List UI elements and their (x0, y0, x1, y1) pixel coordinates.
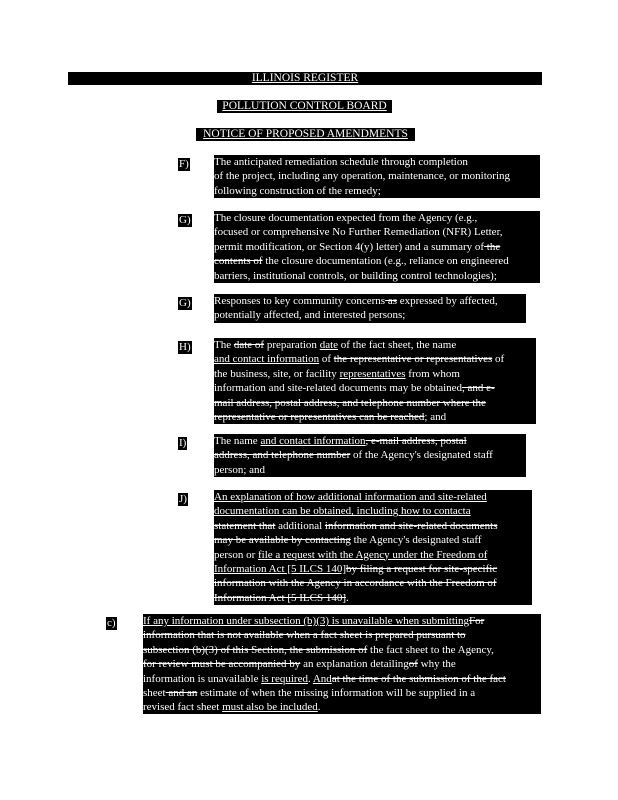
text-run: may be available by contacting (214, 534, 351, 547)
text-line (214, 169, 540, 183)
text-line (214, 504, 532, 518)
item-responses-text (214, 294, 526, 323)
text-run: subsection (b)(3) of this Section, the submission of (143, 643, 368, 656)
text-run: Responses to key community concerns (214, 295, 386, 307)
item-label-c: c) (107, 617, 116, 629)
text-run: representatives (339, 367, 406, 380)
page-header-register (68, 72, 542, 85)
text-line (214, 352, 536, 366)
text-line (214, 184, 540, 198)
text-run: information and site-related documents (324, 519, 498, 532)
text-line (143, 643, 541, 657)
item-label-j: J) (179, 493, 187, 505)
item-j-text (214, 490, 532, 605)
item-i-text (214, 434, 526, 477)
text-line (214, 490, 532, 504)
text-run: Information Act [5 ILCS 140] (214, 562, 346, 575)
text-line (214, 591, 532, 605)
text-line (214, 463, 526, 477)
text-line (214, 367, 536, 381)
text-run: An explanation of how additional information and site-related (214, 491, 487, 503)
text-run: and an (165, 686, 198, 699)
text-run: , and e- (462, 382, 495, 395)
text-line (214, 448, 526, 462)
text-line (143, 657, 541, 671)
text-run: preparation (264, 339, 320, 351)
text-run: The name (214, 435, 261, 447)
text-run: the (484, 240, 501, 253)
item-label-h: H) (179, 341, 191, 353)
text-run: by filing a request for site-specific (345, 562, 498, 575)
text-run: the representative or representatives (333, 353, 493, 366)
text-line (214, 308, 526, 322)
text-line (214, 338, 536, 352)
text-run: And (312, 672, 332, 685)
notice-title: NOTICE OF PROPOSED AMENDMENTS (203, 128, 408, 140)
text-run: the closure documentation (e.g., reliance on engineered (262, 255, 509, 268)
text-run: . (345, 591, 349, 604)
text-run: of (408, 658, 418, 671)
text-run: permit modification, or Section 4(y) letter) and a summary of (214, 240, 485, 253)
text-run: following construction of the remedy; (214, 184, 381, 197)
text-line (214, 434, 526, 448)
text-run: of (319, 353, 334, 366)
text-line (143, 614, 541, 628)
text-run: person; and (214, 463, 266, 476)
text-line (214, 396, 536, 410)
text-line (143, 686, 541, 700)
text-run: address, and telephone number (214, 449, 351, 462)
text-line (214, 576, 532, 590)
text-run: representative or representatives can be reached (214, 410, 425, 423)
text-run: mail address, postal address, and telephone number where the (214, 396, 486, 409)
text-run: date (319, 339, 339, 351)
text-run: additional (275, 519, 325, 532)
text-run: expressed by affected, (397, 295, 498, 307)
item-label-g2: G) (179, 297, 191, 309)
text-run: . (307, 672, 313, 685)
text-run: of the Agency's designated staff (350, 449, 493, 462)
text-run: and contact information (214, 353, 320, 366)
text-run: focused or comprehensive No Further Remediation (NFR) Letter, (214, 226, 503, 239)
text-line (143, 672, 541, 686)
text-run: potentially affected, and interested persons; (214, 309, 406, 322)
text-line (214, 294, 526, 308)
text-run: . (317, 701, 321, 714)
item-label-f: F) (179, 158, 189, 170)
text-line (214, 533, 532, 547)
text-run: the Agency's designated staff (350, 534, 482, 547)
text-run: Information Act [5 ILCS 140] (214, 591, 346, 604)
text-run: of the fact sheet, the name (338, 339, 457, 351)
board-title: POLLUTION CONTROL BOARD (222, 100, 387, 112)
text-line (214, 225, 540, 239)
text-run: ; and (424, 410, 447, 423)
text-run: The (214, 339, 234, 351)
text-run: The anticipated remediation schedule through completion (214, 156, 468, 168)
text-run: the fact sheet to the Agency, (367, 643, 494, 656)
text-run: sheet (143, 686, 166, 699)
text-run: information and site-related documents may be obtained (214, 382, 463, 395)
text-line (214, 155, 540, 169)
text-line (214, 211, 540, 225)
text-line (214, 548, 532, 562)
text-run: barriers, institutional controls, or building control technologies); (214, 269, 497, 282)
text-run: For (468, 615, 485, 627)
text-run: an explanation detailing (300, 658, 409, 671)
text-run: file a request with the Agency under the Freedom of (258, 548, 488, 561)
text-run: as (385, 295, 398, 307)
text-run: revised fact sheet (143, 701, 223, 714)
text-run: must also be included (222, 701, 318, 714)
item-g-text (214, 211, 540, 283)
text-line (214, 381, 536, 395)
item-f-text (214, 155, 540, 198)
text-run: contents of (214, 255, 263, 268)
register-title: ILLINOIS REGISTER (251, 72, 359, 84)
text-run: , e-mail address, postal (365, 435, 467, 447)
text-run: for review must be accompanied by (143, 658, 301, 671)
text-run: person or (214, 548, 258, 561)
text-run: The closure documentation expected from the Agency (e.g., (214, 212, 478, 224)
text-run: information is unavailable (143, 672, 262, 685)
text-run: If any information under subsection (b)(3) is unavailable when submitting (143, 615, 469, 627)
text-run: of the project, including any operation, maintenance, or monitoring (214, 170, 510, 183)
text-run: documentation can be obtained, including how to contacta (214, 505, 471, 518)
text-line (214, 562, 532, 576)
text-run: information with the Agency in accordance with the Freedom of (214, 577, 497, 590)
text-line (143, 700, 541, 714)
text-run: why the (417, 658, 456, 671)
text-run: date of (233, 339, 265, 351)
text-run: statement that (214, 519, 276, 532)
text-run: at the time of the submission of the fact (331, 672, 506, 685)
text-line (143, 628, 541, 642)
item-label-g: G) (179, 214, 191, 226)
page-header-board (217, 100, 392, 113)
item-h-text (214, 338, 536, 424)
text-line (214, 519, 532, 533)
text-line (214, 240, 540, 254)
text-run: from whom (405, 367, 460, 380)
text-line (214, 410, 536, 424)
text-run: and contact information (260, 435, 366, 447)
text-run: of (492, 353, 505, 366)
text-line (214, 254, 540, 268)
item-label-i: I) (179, 437, 187, 449)
text-line (214, 269, 540, 283)
text-run: the business, site, or facility (214, 367, 340, 380)
text-run: is required (261, 672, 308, 685)
text-run: information that is not available when a fact sheet is prepared pursuant to (143, 629, 466, 642)
page-header-notice (196, 128, 415, 141)
text-run: estimate of when the missing information will be supplied in a (197, 686, 476, 699)
item-c-text (143, 614, 541, 714)
